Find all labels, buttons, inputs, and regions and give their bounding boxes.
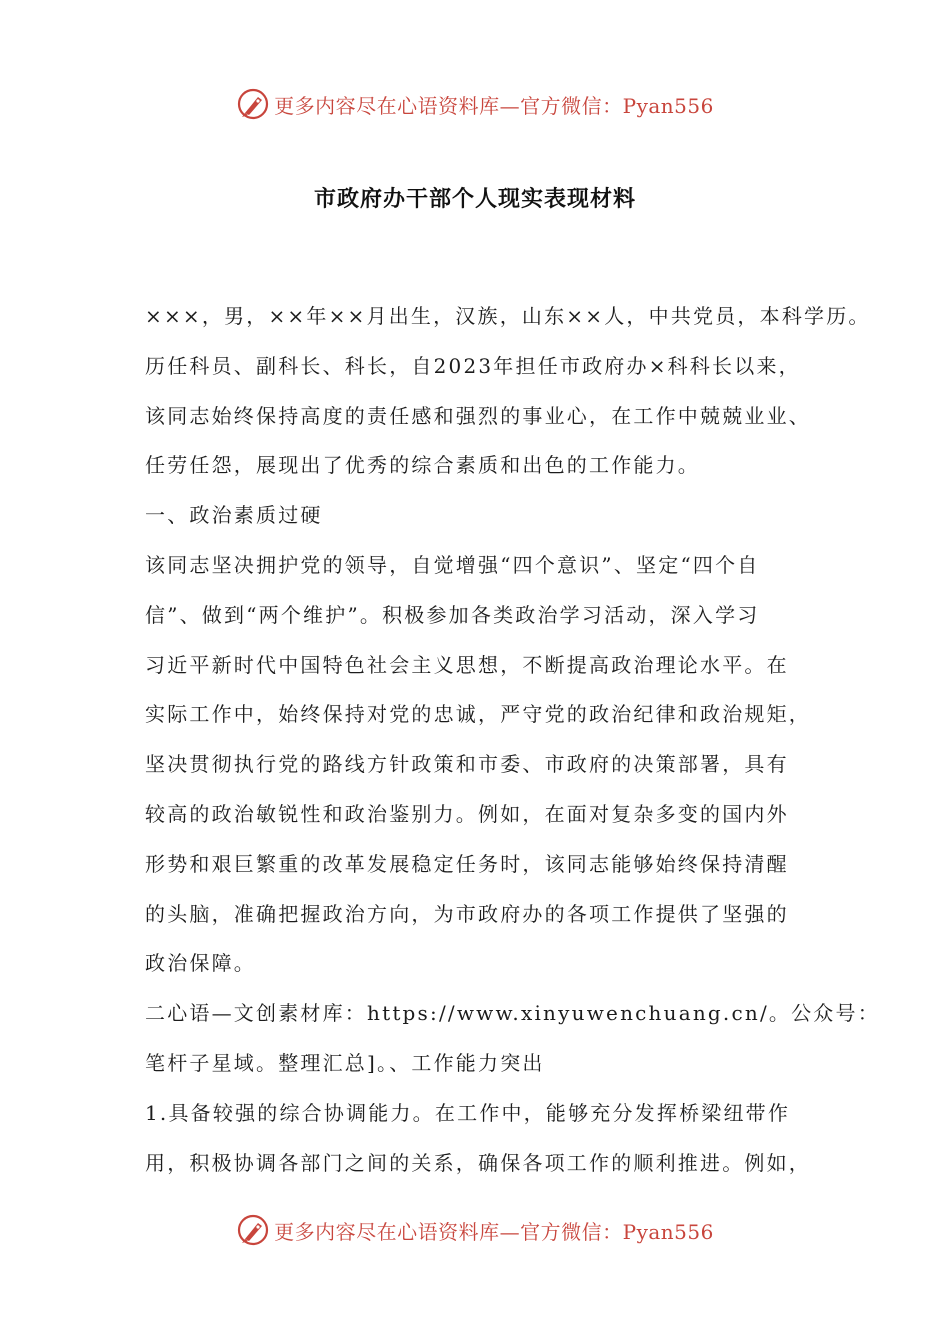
text-line: 任劳任怨，展现出了优秀的综合素质和出色的工作能力。 bbox=[145, 453, 700, 478]
text-line: 实际工作中，始终保持对党的忠诚，严守党的政治纪律和政治规矩， bbox=[145, 702, 811, 727]
text-line: 政治保障。 bbox=[145, 951, 256, 976]
pen-nib-icon bbox=[236, 87, 270, 121]
text-line: 较高的政治敏锐性和政治鉴别力。例如，在面对复杂多变的国内外 bbox=[145, 801, 789, 826]
text-line: 坚决贯彻执行党的路线方针政策和市委、市政府的决策部署，具有 bbox=[145, 752, 789, 777]
pen-nib-icon bbox=[236, 1213, 270, 1247]
text-line: 的头脑，准确把握政治方向，为市政府办的各项工作提供了坚强的 bbox=[145, 901, 789, 926]
text-line: 习近平新时代中国特色社会主义思想，不断提高政治理论水平。在 bbox=[145, 652, 789, 677]
text-line: 形势和艰巨繁重的改革发展稳定任务时，该同志能够始终保持清醒 bbox=[145, 851, 789, 876]
document-body bbox=[145, 292, 880, 1188]
text-line: ×××，男，××年××月出生，汉族，山东××人，中共党员，本科学历。 bbox=[145, 304, 871, 328]
document-title: 市政府办干部个人现实表现材料 bbox=[313, 186, 636, 212]
banner-text: 更多内容尽在心语资料库—官方微信：Pyan556 bbox=[274, 1219, 714, 1244]
text-line: 历任科员、副科长、科长，自2023年担任市政府办×科科长以来， bbox=[145, 353, 801, 378]
text-line: 信”、做到“两个维护”。积极参加各类政治学习活动，深入学习 bbox=[145, 602, 760, 627]
text-line: 1.具备较强的综合协调能力。在工作中，能够充分发挥桥梁纽带作 bbox=[145, 1100, 791, 1125]
text-line: 该同志始终保持高度的责任感和强烈的事业心，在工作中兢兢业业、 bbox=[145, 403, 811, 428]
text-line: 用，积极协调各部门之间的关系，确保各项工作的顺利推进。例如， bbox=[145, 1150, 811, 1175]
footer-banner bbox=[0, 1210, 950, 1250]
text-line: 二心语—文创素材库：https://www.xinyuwenchuang.cn/。公众号： bbox=[145, 1001, 880, 1026]
text-line: 该同志坚决拥护党的领导，自觉增强“四个意识”、坚定“四个自 bbox=[145, 552, 760, 577]
text-line: 笔杆子星域。整理汇总]。、工作能力突出 bbox=[145, 1050, 545, 1075]
text-line: 一、政治素质过硬 bbox=[145, 503, 323, 528]
banner-text: 更多内容尽在心语资料库—官方微信：Pyan556 bbox=[274, 93, 714, 118]
header-banner bbox=[0, 84, 950, 124]
